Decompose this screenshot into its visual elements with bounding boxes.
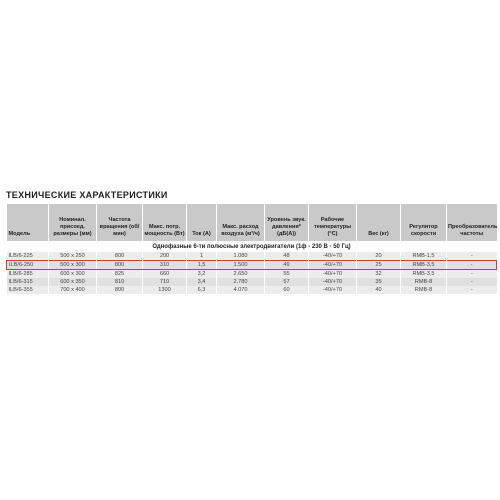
column-header: Преобразователь частоты xyxy=(447,204,497,241)
table-cell: RMB-8 xyxy=(401,278,447,286)
table-cell: - xyxy=(447,286,497,294)
column-header: Вес (кг) xyxy=(357,204,401,241)
table-cell: 1 xyxy=(187,252,217,261)
table-cell: 3,4 xyxy=(187,278,217,286)
table-cell: 2.780 xyxy=(217,278,265,286)
table-cell: RMB-3,5 xyxy=(401,270,447,279)
table-cell: -40/+70 xyxy=(309,261,357,270)
table-cell: 600 x 300 xyxy=(49,270,97,279)
table-cell: 57 xyxy=(265,278,309,286)
table-cell: 6,3 xyxy=(187,286,217,294)
column-header: Регулятор скорости xyxy=(401,204,447,241)
table-cell: 660 xyxy=(143,270,187,279)
table-cell: 32 xyxy=(357,270,401,279)
table-cell: 800 xyxy=(97,252,143,261)
model-cell: ILB/6-225 xyxy=(7,252,49,261)
model-cell: ILB/6-285 xyxy=(7,270,49,279)
table-cell: -40/+70 xyxy=(309,270,357,279)
column-header: Уровень звук. давления* (дБ(А)) xyxy=(265,204,309,241)
table-cell: 710 xyxy=(143,278,187,286)
table-cell: 600 x 350 xyxy=(49,278,97,286)
table-cell: 200 xyxy=(143,252,187,261)
table-cell: 20 xyxy=(357,252,401,261)
model-cell: ILB/6-315 xyxy=(7,278,49,286)
column-header: Частота вращения (об/мин) xyxy=(97,204,143,241)
model-cell: ILB/6-355 xyxy=(7,286,49,294)
table-cell: - xyxy=(447,278,497,286)
table-row xyxy=(7,270,497,279)
table-cell: 49 xyxy=(265,261,309,270)
table-cell: -40/+70 xyxy=(309,252,357,261)
column-header: Макс. расход воздуха (м³/ч) xyxy=(217,204,265,241)
table-cell: - xyxy=(447,261,497,270)
table-cell: 310 xyxy=(143,261,187,270)
model-cell: ILB/6-250 xyxy=(7,261,49,270)
table-cell: 800 xyxy=(97,286,143,294)
table-cell: 25 xyxy=(357,261,401,270)
table-cell: 35 xyxy=(357,278,401,286)
column-header: Модель xyxy=(7,204,49,241)
group-row xyxy=(7,241,497,252)
table-cell: 700 x 400 xyxy=(49,286,97,294)
table-cell: 4.070 xyxy=(217,286,265,294)
table-cell: 40 xyxy=(357,286,401,294)
column-header: Ток (А) xyxy=(187,204,217,241)
column-header: Номинал. присоед. размеры (мм) xyxy=(49,204,97,241)
page-title: ТЕХНИЧЕСКИЕ ХАРАКТЕРИСТИКИ xyxy=(6,190,168,200)
table-cell: 825 xyxy=(97,270,143,279)
table-cell: - xyxy=(447,270,497,279)
table-cell: 1.500 xyxy=(217,261,265,270)
table-cell: 800 xyxy=(97,261,143,270)
table-cell: -40/+70 xyxy=(309,286,357,294)
table-cell: 3,2 xyxy=(187,270,217,279)
table-cell: 55 xyxy=(265,270,309,279)
table-cell: 2.650 xyxy=(217,270,265,279)
table-cell: 60 xyxy=(265,286,309,294)
table-cell: -40/+70 xyxy=(309,278,357,286)
table-row-highlighted xyxy=(7,261,497,270)
header-row xyxy=(7,204,497,241)
table-cell: RMB-8 xyxy=(401,286,447,294)
table-cell: 1.080 xyxy=(217,252,265,261)
spec-table xyxy=(6,204,497,294)
table-cell: 500 x 250 xyxy=(49,252,97,261)
column-header: Рабочие температуры (°С) xyxy=(309,204,357,241)
table-row xyxy=(7,286,497,294)
table-cell: 1300 xyxy=(143,286,187,294)
table-cell: RMB-1,5 xyxy=(401,252,447,261)
table-cell: RMB-3,5 xyxy=(401,261,447,270)
table-row xyxy=(7,278,497,286)
table-cell: - xyxy=(447,252,497,261)
table-cell: 500 x 300 xyxy=(49,261,97,270)
column-header: Макс. потр. мощность (Вт) xyxy=(143,204,187,241)
group-label: Однофазные 6-ти полюсные электродвигатели (1ф - 230 В - 50 Гц) xyxy=(7,241,497,252)
table-cell: 1,5 xyxy=(187,261,217,270)
table-row xyxy=(7,252,497,261)
table-cell: 810 xyxy=(97,278,143,286)
table-cell: 48 xyxy=(265,252,309,261)
